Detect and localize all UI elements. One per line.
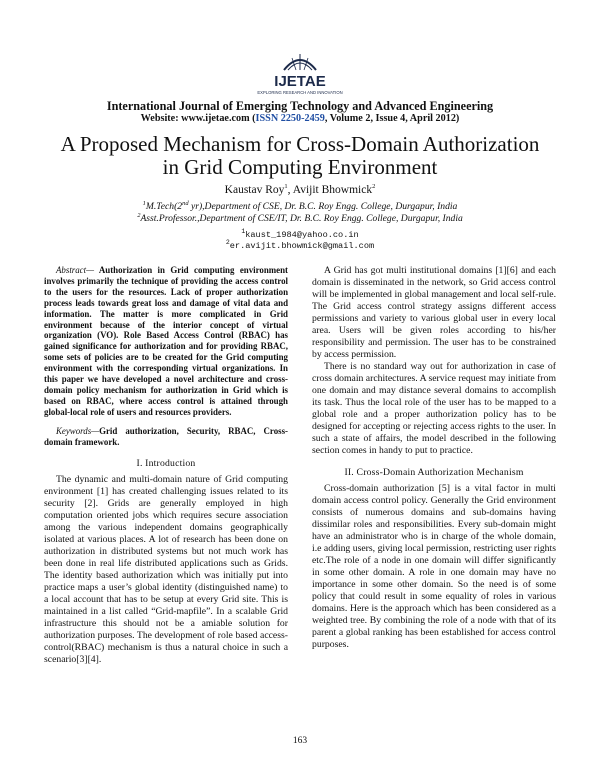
affiliation-2: $^2$Asst.Professor.,Department of CSE/IT, Dr. B.C. Roy Engg. College, Durgapur, India xyxy=(137,212,463,225)
page-number: 163 xyxy=(292,736,308,746)
left-column xyxy=(44,265,288,666)
section-heading-cross-domain: II. Cross-Domain Authorization Mechanism xyxy=(344,467,524,478)
right-column xyxy=(312,265,556,651)
journal-logo xyxy=(246,48,354,98)
paper-authors: Kaustav Roy$^1$, Avijit Bhowmick$^2$ xyxy=(224,183,376,196)
cross-domain-paragraph: Cross-domain authorization [5] is a vital factor in multi domain access control policy. Generally the Grid environment consists of numerous domains and sub-domains having dissimilar roles and responsibilities. Every sub-domain might have an administrator who is in charge of the whole domain, i.e adding users, giving local permission, restricting user rights etc.The role of a node in one domain will differ significantly in some other domain. A role in one domain may have no importance in some other domain. So the need is of some policy that could result in some equality of roles in various domains. Here is the approach which has been considered as a weighted tree. By combining the role of a node with that of its parent a global ranking has been established for access control purposes. xyxy=(312,483,556,650)
section-heading-introduction: I. Introduction xyxy=(136,457,196,469)
issn-link[interactable]: ISSN 2250-2459 xyxy=(255,113,325,124)
right-paragraph-1: A Grid has got multi institutional domains [1][6] and each domain is disseminated in the network, so Grid access control will be implemented in global management and local self-rule. The Grid access control strategy assigns different access permissions and variety to various global user in every local area. Users will be given roles according to his/her responsibility and permission. The user has to be constrained by access permission. xyxy=(312,265,556,360)
right-paragraph-2: There is no standard way out for authorization in case of cross domain architectures. A service request may initiate from one domain and may distance several domains to accomplish its task. Thus the local role of the user has to be mapped to a global role and a proper authorization policy has to be designed for accepting or rejecting access rights to the user. In such a state of affairs, the model described in the following section comes in handy to put to practice. xyxy=(312,361,556,456)
svg-text:EXPLORING RESEARCH AND INNOVAT: EXPLORING RESEARCH AND INNOVATION xyxy=(257,90,343,95)
affiliation-1: $^1$M.Tech(2nd yr),Department of CSE, Dr. B.C. Roy Engg. College, Durgapur, India xyxy=(142,200,458,213)
email-2: $^2$er.avijit.bhowmick@gmail.com xyxy=(225,239,375,251)
abstract: Abstract— Authorization in Grid computing environment involves primarily the technique of providing the access control to the users for the resources. Lack of proper authorization process leads towards great loss and damage of vital data and information. The matter is more complicated in Grid environment because of the interior concept of virtual organization (VO). Role Based Access Control (RBAC) has gained significance for authorization and for providing RBAC, some sets of policies are to be created for the Grid computing environment with the corresponding virtual organizations. In this paper we have developed a novel architecture and cross-domain policy mechanism for authorization in Grid which is based on RBAC, where access control is attained through global-local role of users and resources providers. xyxy=(44,265,288,417)
paper-title-line2: in Grid Computing Environment xyxy=(162,155,438,179)
journal-website-line: Website: www.ijetae.com (ISSN 2250-2459, Volume 2, Issue 4, April 2012) xyxy=(140,113,460,124)
introduction-paragraph: The dynamic and multi-domain nature of Grid computing environment [1] has created challenging issues related to its security [2]. Grids are generally employed in high computation oriented jobs which requires secure association among the various independent domains geographically isolated at various places. A lot of research has been done on authorization in distributed systems but not much work has been done in real life distributed applications such as Grids. The identity based authorization which was initially put into practice maps a user’s global identity (distinguished name) to a local account that has to be setup at every Grid site. This is maintained in a list called “Grid-mapfile”. In a scalable Grid infrastructure this should not be a amiable solution for authorization purposes. The development of role based access-control(RBAC) mechanism is thus a natural choice in such a scenario[3][4]. xyxy=(44,473,288,665)
email-1: $^1$kaust_1984@yahoo.co.in xyxy=(241,228,359,240)
journal-name: International Journal of Emerging Technology and Advanced Engineering xyxy=(106,99,494,113)
keywords: Keywords—Grid authorization, Security, RBAC, Cross-domain framework. xyxy=(44,425,288,447)
paper-title-line1: A Proposed Mechanism for Cross-Domain Authorization xyxy=(60,132,540,156)
svg-text:IJETAE: IJETAE xyxy=(274,73,326,90)
